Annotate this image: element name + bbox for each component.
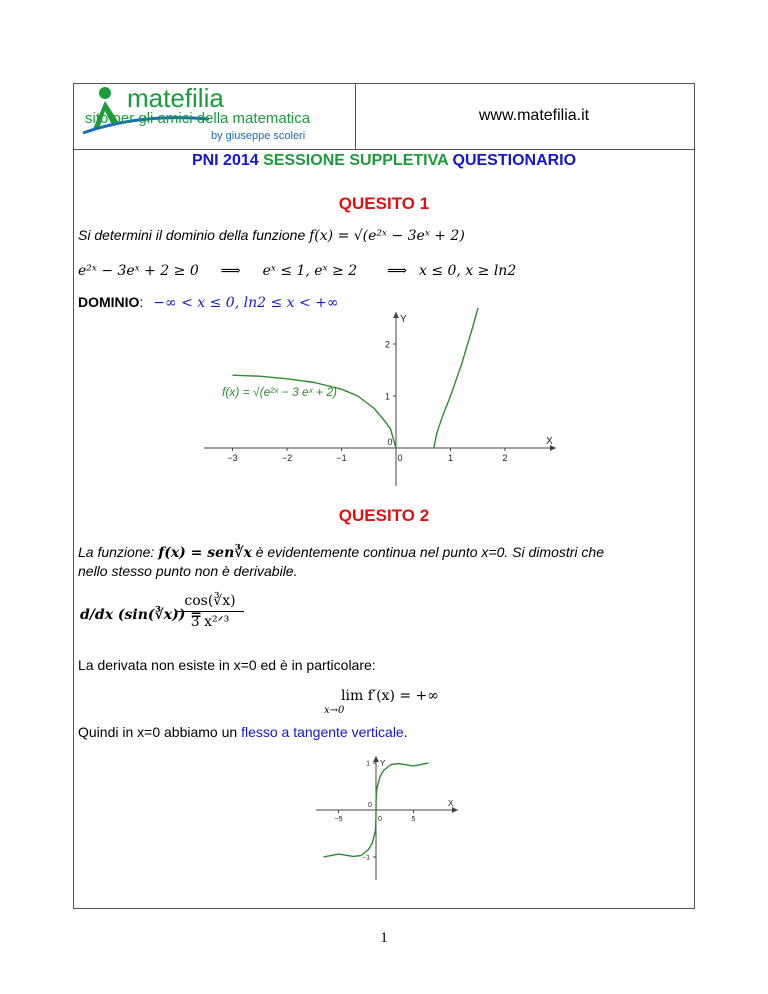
x-tick-label: −3: [227, 453, 238, 463]
title-part1: PNI 2014: [191, 152, 259, 169]
x-axis-label: X: [546, 436, 553, 447]
q2-statement-line2: nello stesso punto non è derivabile.: [78, 563, 298, 579]
limit-subscript: x→0: [324, 705, 345, 716]
q1-graph-function-label: f(x) = √(e²ˣ − 3 eˣ + 2): [222, 385, 338, 399]
logo-author: by giuseppe scoleri: [211, 130, 306, 142]
q1-function: f(x) = √(e²ˣ − 3eˣ + 2): [309, 228, 465, 244]
q2-graph: [312, 752, 462, 882]
q1-x-conditions: x ≤ 0, x ≥ ln2: [418, 263, 517, 279]
logo-tagline: sito per gli amici della matematica: [85, 110, 311, 127]
q1-inequality: e²ˣ − 3eˣ + 2 ≥ 0: [78, 263, 199, 279]
conclusion-prefix: Quindi in x=0 abbiamo un: [78, 724, 238, 740]
derivative-denominator: 3 x²ᐟ³: [190, 614, 230, 630]
limit-expression: lim f′(x) = +∞: [341, 688, 439, 704]
q2-statement-prefix: La funzione:: [78, 544, 155, 560]
x-tick-label: 0: [378, 816, 382, 823]
derivative-fraction: [176, 593, 244, 630]
q1-domain: DOMINIO: −∞ < x ≤ 0, ln2 ≤ x < +∞: [78, 294, 339, 311]
logo-figure-head-icon: [99, 87, 111, 99]
x-tick-label: 5: [411, 816, 416, 823]
q1-exp-conditions: eˣ ≤ 1, eˣ ≥ 2: [262, 263, 358, 279]
q2-conclusion: [78, 724, 408, 740]
conclusion-suffix: .: [403, 724, 408, 740]
q1-implies-1: ⟹: [220, 263, 241, 279]
q1-implies-2: ⟹: [387, 263, 408, 279]
document-title: [73, 152, 695, 170]
q2-no-derivative: La derivata non esiste in x=0 ed è in particolare:: [78, 657, 376, 673]
y-tick-label: 1: [384, 391, 390, 402]
x-tick-label: 1: [447, 453, 454, 463]
y-axis-arrow-icon: [373, 756, 379, 762]
q2-statement-suffix: è evidentemente continua nel punto x=0. Si dimostri che: [255, 544, 604, 560]
quesito-2-heading: QUESITO 2: [338, 506, 430, 525]
y-tick-label: 2: [384, 339, 390, 350]
derivative-numerator: cos(∛x): [176, 593, 244, 612]
y-tick-label: 1: [366, 760, 370, 768]
q1-graph: [200, 308, 560, 488]
y-axis-arrow-icon: [393, 312, 399, 318]
x-tick-label: −5: [334, 816, 343, 823]
matefilia-logo: [79, 83, 349, 147]
logo-graphic: [79, 83, 349, 147]
q1-derivation: [78, 262, 516, 279]
q2-statement: [78, 543, 688, 580]
page-number: 1: [380, 930, 388, 946]
title-part3: QUESTIONARIO: [452, 152, 577, 169]
q2-limit: [300, 687, 480, 716]
y-tick-label: −1: [362, 854, 370, 862]
y-axis-label: Y: [400, 314, 407, 325]
series-line-1: [434, 308, 483, 448]
q2-function: f(x) = sen∛x: [158, 545, 252, 561]
x-tick-label: −1: [336, 453, 347, 463]
title-part2: SESSIONE SUPPLETIVA: [263, 152, 449, 169]
website-url: www.matefilia.it: [478, 107, 590, 124]
domain-value: −∞ < x ≤ 0, ln2 ≤ x < +∞: [153, 295, 339, 311]
x-tick-label: 0: [397, 453, 403, 463]
derivative-left: d/dx (sin(∛x)) =: [80, 607, 202, 623]
q1-statement: [78, 227, 465, 244]
quesito-1-heading: QUESITO 1: [338, 194, 430, 213]
y-axis-label: Y: [380, 759, 386, 768]
document-header: [73, 83, 695, 150]
x-tick-label: 2: [502, 453, 508, 463]
conclusion-highlight: flesso a tangente verticale: [241, 724, 404, 740]
x-axis-label: X: [448, 799, 454, 808]
header-divider: [355, 83, 356, 149]
y-tick-label: 0: [387, 437, 393, 447]
x-tick-label: −2: [281, 453, 293, 463]
y-tick-label: 0: [368, 802, 372, 809]
domain-label: DOMINIO: [78, 294, 140, 310]
logo-name: matefilia: [127, 83, 224, 113]
q1-statement-text: Si determini il dominio della funzione: [78, 227, 306, 243]
